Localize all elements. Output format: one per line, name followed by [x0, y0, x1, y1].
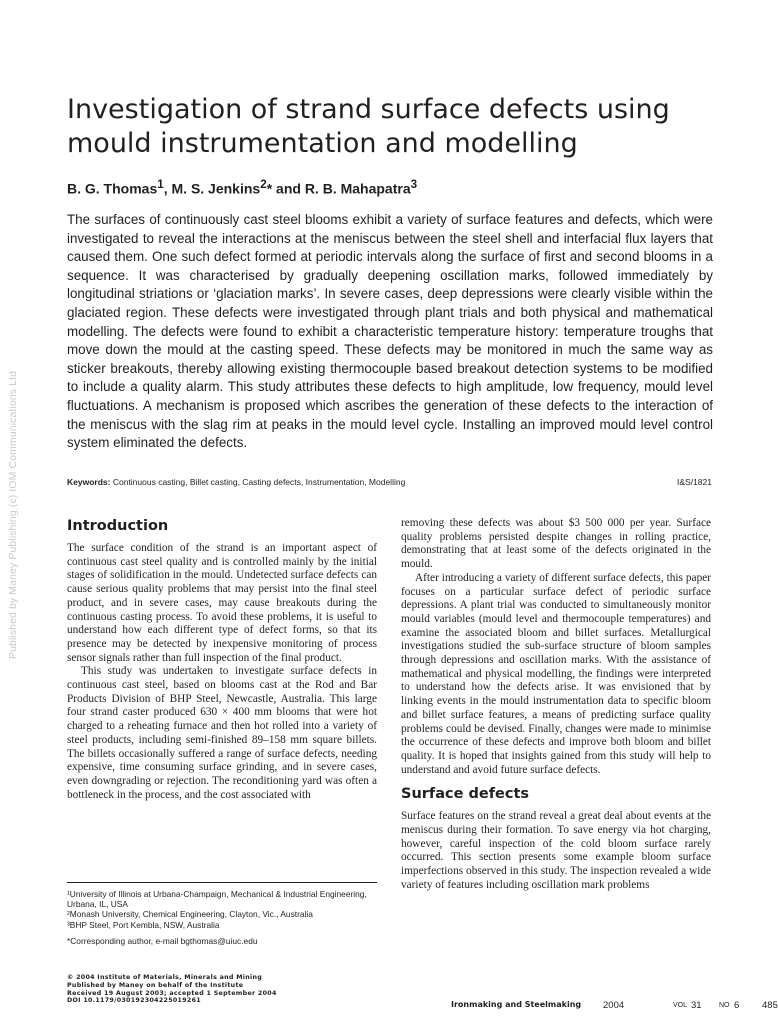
author-affiliation-mark: 2 [260, 178, 267, 191]
issue-number: 6 [734, 1000, 740, 1011]
author-jenkins: M. S. Jenkins [171, 180, 261, 197]
section-heading-introduction: Introduction [67, 518, 169, 534]
body-paragraph: This study was undertaken to investigate surface defects in continuous cast steel, based on blooms cast at the Rod and Bar Products Division of BHP Steel, Newcastle, Australia. This large four strand caster produced 630 × 400 mm blooms that were hot charged to a reheating furnace and then hot rolled into a variety of steel products, including semi-finished 89–158 mm square billets. The billets occasionally suffered a range of surface defects, needing expensive, time consuming surface grinding, and in severe cases, even downgrading or rejection. The reconditioning yard was often a bottleneck in the process, and the cost associated with [67, 665, 377, 801]
abstract: The surfaces of continuously cast steel blooms exhibit a variety of surface features and defects, which were investigated to reveal the interactions at the meniscus between the steel shell and interfacial flux layers that caused them. One such defect formed at periodic intervals along the surface of first and second blooms in a sequence. It was characterised by gradually deepening oscillation marks, followed immediately by longitudinal striations or ‘glaciation marks’. In severe cases, deep depressions were clearly visible within the glaciated region. These defects were investigated through plant trials and both physical and mathematical modelling. The defects were found to exhibit a characteristic temperature history: temperature troughs that move down the mould at the casting speed. These defects may be monitored in much the same way as sticker breakouts, thereby allowing existing thermocouple based breakout detection systems to be modified to include a quality alarm. This study attributes these defects to high amplitude, low frequency, mould level fluctuations. A mechanism is proposed which ascribes the generation of these defects to the interaction of the meniscus with the slag rim at peaks in the mould level cycle. Installing an improved mould level control system eliminated the defects. [67, 212, 713, 451]
author-list: B. G. Thomas$^1$, M. S. Jenkins$^2$* and R. B. Mahapatra$^3$ [67, 178, 418, 197]
section-heading-surface-defects: Surface defects [401, 786, 530, 803]
watermark-text: Published by Maney Publishing (c) IOM Communications Ltd [7, 370, 19, 660]
page-number: 485 [762, 1000, 778, 1011]
affiliation-footnotes [67, 882, 377, 946]
publication-imprint [67, 974, 277, 1005]
footnote-affiliation-3: ³BHP Steel, Port Kembla, NSW, Australia [67, 919, 220, 930]
volume-label: VOL [673, 1002, 688, 1009]
received-line: Received 19 August 2003; accepted 1 September 2004 [67, 989, 277, 997]
body-paragraph: The surface condition of the strand is an important aspect of continuous cast steel quality and is controlled mainly by the initial stages of solidification in the mould. Undetected surface defects can cause serious quality problems that may persist into the final steel product, and in severe cases, may cause breakouts during the continuous casting process. To avoid these problems, it is useful to understand how each different type of defect forms, so that its presence may be detected by inexpensive monitoring of process sensor signals rather than full inspection of the final product. [67, 542, 377, 664]
author-mahapatra: R. B. Mahapatra [304, 180, 411, 197]
keywords-label: Keywords: [67, 477, 111, 487]
body-paragraph: removing these defects was about $3 500 000 per year. Surface quality problems persisted despite changes in rolling practice, demonstrating that at least some of the defects originated in the mould. [401, 517, 711, 571]
author-affiliation-mark: 3 [410, 178, 418, 191]
body-paragraph: After introducing a variety of different surface defects, this paper focuses on a particular surface defect of periodic surface depressions. A plant trial was conducted to simultaneously monitor mould variables (mould level and thermocouple temperatures) and examine the associated bloom and billet surfaces. Metallurgical investigations studied the sub-surface structure of bloom samples through depressions and oscillation marks. With the assistance of mathematical and physical modelling, the findings were interpreted to understand how the defects arise. It was envisioned that by linking events in the mould instrumentation data to specific bloom and billet surface features, a means of predicting surface quality problems could be devised. Finally, changes were made to minimise the occurrence of these defects and improve both bloom and billet quality. It is hoped that insights gained from this study will help to understand and avoid future surface defects. [401, 571, 711, 776]
footnote-corresponding-author: *Corresponding author, e-mail bgthomas@uiuc.edu [67, 935, 258, 946]
keywords-text: Continuous casting, Billet casting, Casting defects, Instrumentation, Modelling [112, 477, 406, 487]
copyright-line: © 2004 Institute of Materials, Minerals and Mining [67, 974, 263, 981]
paper-title: Investigation of strand surface defects using mould instrumentation and modelling [67, 94, 670, 159]
body-paragraph: Surface features on the strand reveal a great deal about events at the meniscus during their formation. To save energy via hot charging, however, careful inspection of the cold bloom surface rarely occurred. This section presents some example bloom surface imperfections observed in this study. The inspection revealed a wide variety of features including oscillation mark problems [401, 810, 711, 891]
doi-line: DOI 10.1179/030192304225019261 [67, 997, 201, 1005]
corresponding-author-mark: * [266, 180, 273, 197]
footnote-affiliation-1: ¹University of Illinois at Urbana-Champaign, Mechanical & Industrial Engineering, Urbana, IL, USA [67, 889, 367, 910]
left-column [67, 516, 377, 802]
right-column [401, 517, 711, 893]
journal-year: 2004 [603, 1000, 625, 1011]
author-affiliation-mark: 1 [157, 178, 164, 191]
author-thomas: B. G. Thomas [67, 180, 158, 197]
article-reference-code: I&S/1821 [677, 477, 712, 487]
publisher-line: Published by Maney on behalf of the Institute [67, 981, 244, 989]
journal-name: Ironmaking and Steelmaking [451, 1000, 582, 1009]
keywords-line [67, 477, 405, 487]
publisher-watermark [4, 340, 22, 690]
footnote-affiliation-2: ²Monash University, Chemical Engineering, Clayton, Vic., Australia [67, 909, 313, 920]
issue-label: NO [719, 1002, 730, 1009]
volume-number: 31 [691, 1000, 702, 1011]
